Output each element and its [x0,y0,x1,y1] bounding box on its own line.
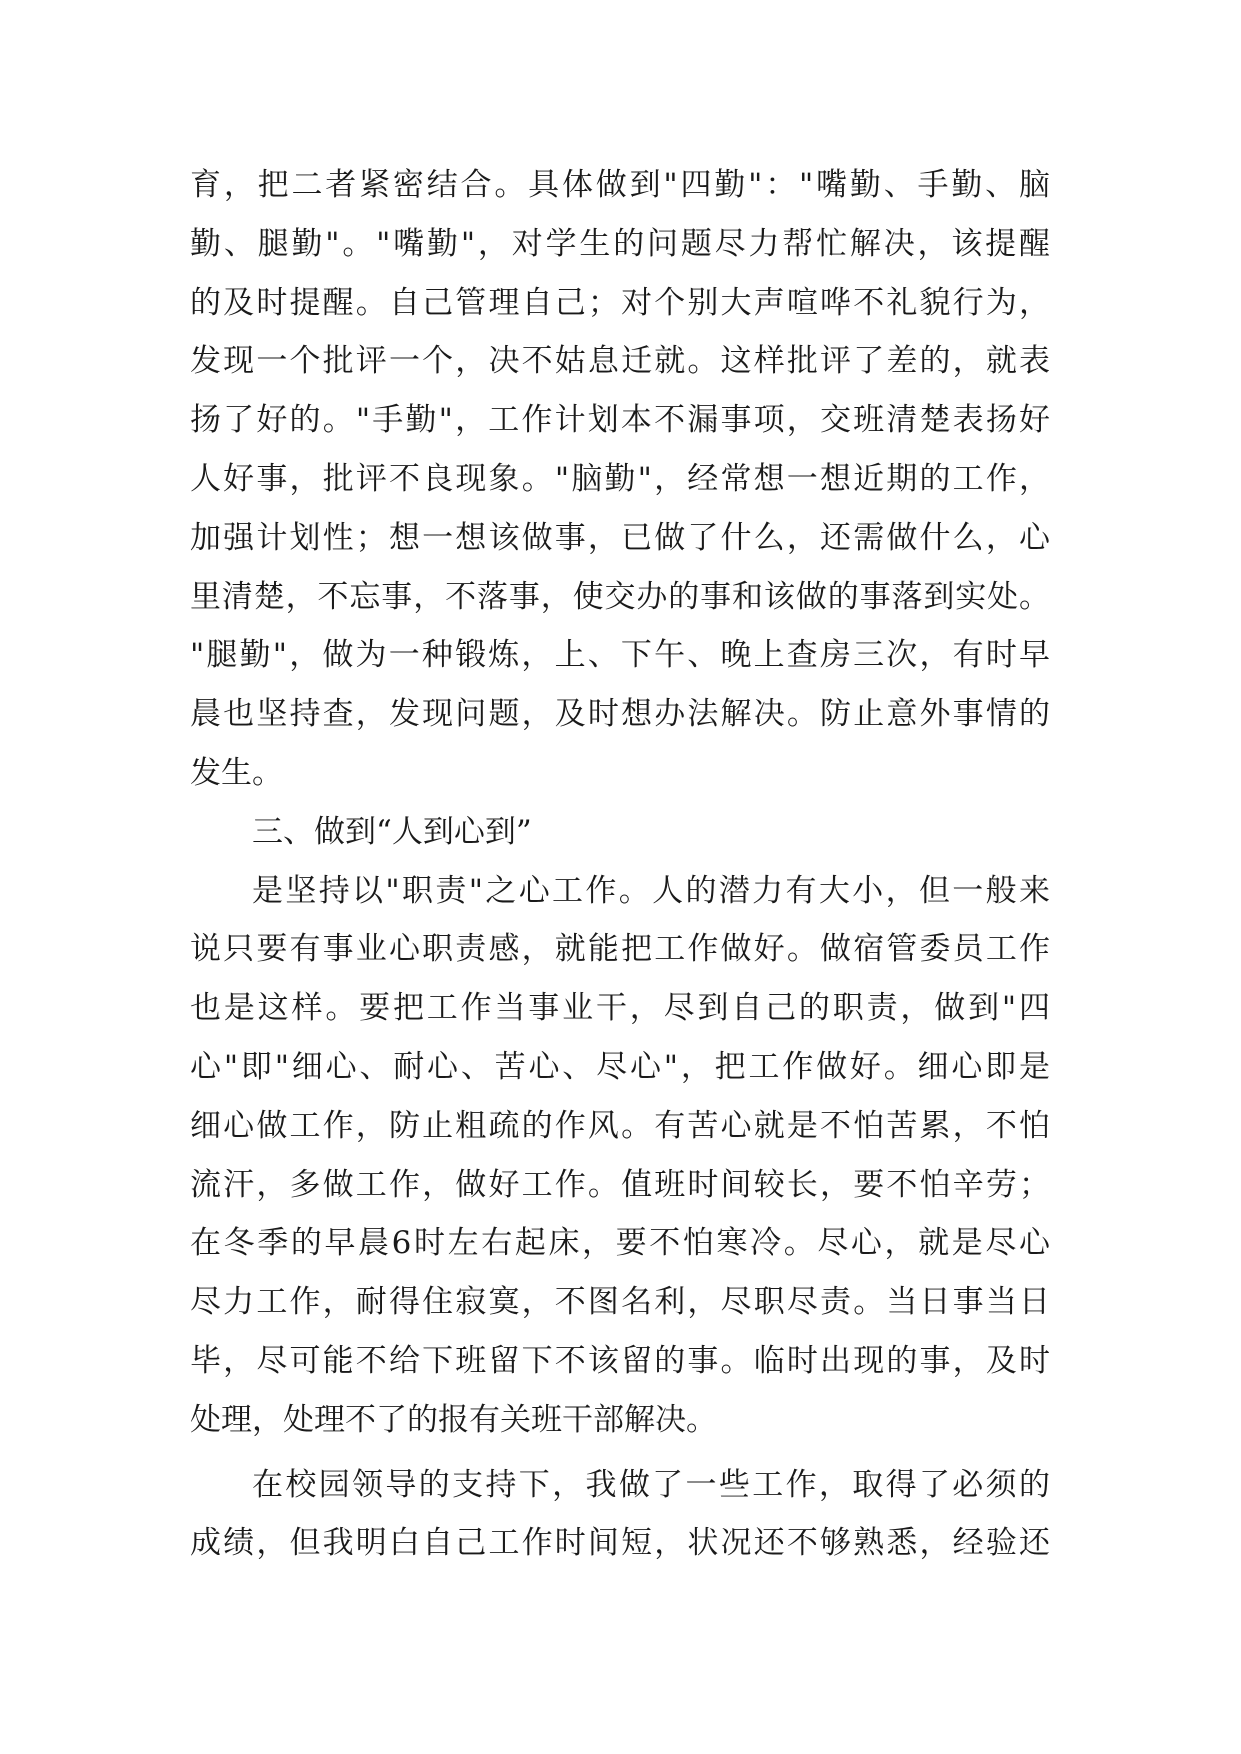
document-body [190,156,1050,1573]
text-line: 发生。 [190,754,283,791]
text-line: 流汗，多做工作，做好工作。值班时间较长，要不怕辛劳； [190,1166,1050,1203]
text-line: 处理，处理不了的报有关班干部解决。 [190,1401,717,1438]
text-line: 人好事，批评不良现象。"脑勤"，经常想一想近期的工作， [190,460,1050,497]
text-line: 勤、腿勤"。"嘴勤"，对学生的问题尽力帮忙解决，该提醒 [190,225,1050,262]
text-line: 细心做工作，防止粗疏的作风。有苦心就是不怕苦累，不怕 [190,1107,1050,1144]
text-line: 尽力工作，耐得住寂寞，不图名利，尽职尽责。当日事当日 [190,1284,1050,1321]
text-line: "腿勤"，做为一种锻炼，上、下午、晚上查房三次，有时早 [190,637,1050,674]
text-line: 晨也坚持查，发现问题，及时想办法解决。防止意外事情的 [190,696,1050,733]
text-line: 毕，尽可能不给下班留下不该留的事。临时出现的事，及时 [190,1342,1050,1379]
text-line: 里清楚，不忘事，不落事，使交办的事和该做的事落到实处。 [190,578,1050,615]
text-line: 说只要有事业心职责感，就能把工作做好。做宿管委员工作 [190,931,1050,968]
paragraph-four-diligences [190,156,1050,803]
text-line: 成绩，但我明白自己工作时间短，状况还不够熟悉，经验还 [190,1525,1050,1562]
text-line: 在冬季的早晨6时左右起床，要不怕寒冷。尽心，就是尽心 [190,1225,1050,1262]
section-heading-3: 三、做到“人到心到” [252,813,532,850]
paragraph-responsibility [190,862,1050,1450]
text-line: 发现一个批评一个，决不姑息迁就。这样批评了差的，就表 [190,343,1050,380]
text-line: 扬了好的。"手勤"，工作计划本不漏事项，交班清楚表扬好 [190,402,1050,439]
paragraph-conclusion [190,1456,1050,1574]
text-line: 育，把二者紧密结合。具体做到"四勤"："嘴勤、手勤、脑 [190,167,1050,203]
text-line: 也是这样。要把工作当事业干，尽到自己的职责，做到"四 [190,990,1050,1027]
text-line: 加强计划性；想一想该做事，已做了什么，还需做什么，心 [190,519,1050,556]
text-line: 心"即"细心、耐心、苦心、尽心"，把工作做好。细心即是 [190,1048,1050,1085]
text-line: 是坚持以"职责"之心工作。人的潜力有大小，但一般来 [252,872,1050,909]
text-line: 的及时提醒。自己管理自己；对个别大声喧哗不礼貌行为， [190,284,1050,321]
text-line: 在校园领导的支持下，我做了一些工作，取得了必须的 [252,1466,1050,1503]
